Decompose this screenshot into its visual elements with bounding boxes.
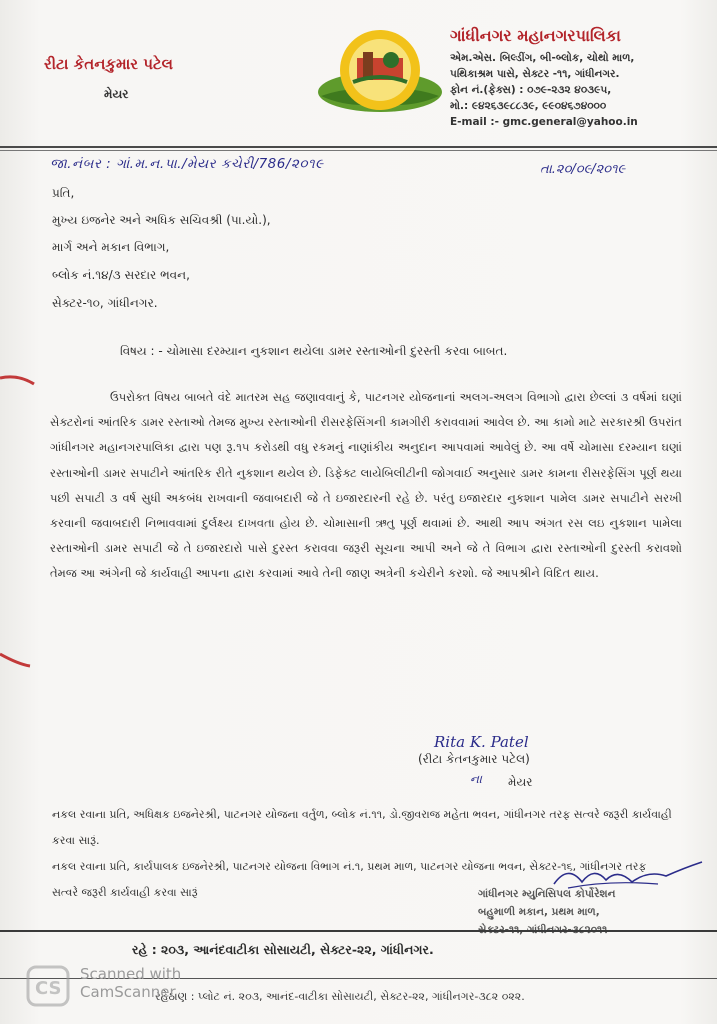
body-paragraph: ઉપરોક્ત વિષય બાબતે વંદે માતરમ સહ જણાવવાનું કે, પાટનગર યોજનાનાં અલગ-અલગ વિભાગો દ્વારા છેલ્લાં ૩ વર્ષમાં ઘણાં સેક્ટરોનાં આંતરિક ડામર રસ્તાઓ તેમજ મુખ્ય રસ્તાઓની રીસરફેસિંગની કામગીરી કરાવવામાં આવેલ છે. આ કામો માટે સરકારશ્રી ઉપરાંત ગાંધીનગર મહાનગરપાલિકા દ્વારા પણ રૂ.૧૫ કરોડથી વધુ રકમનું નાણાંકીય અનુદાન આપવામાં આવેલું છે. આ વર્ષે ચોમાસા દરમ્યાન ઘણાં રસ્તાઓની ડામર સપાટીને આંતરિક રીતે નુકશાન થયેલ છે. ડિફેક્ટ લાયેબિલીટીની જોગવાઈ અનુસાર ડામર કામના રીસરફેસિંગ પૂર્ણ થયા પછી સપાટી ૩ વર્ષ સુધી અકબંધ રાખવાની જવાબદારી જે તે ઇજારદારની રહે છે. પરંતુ ઇજારદાર નુકશાન પામેલ ડામર સપાટીને સરખી કરવાની જવાબદારી નિભાવવામાં દુર્લક્ષ્ય દાખવતા હોય છે. ચોમાસાની ઋતુ પૂર્ણ થવામાં છે. આથી આપ અંગત રસ લઇ નુકશાન પામેલા રસ્તાઓની ડામર સપાટી જે તે ઇજારદારો પાસે દુરસ્ત કરાવવા જરૂરી સૂચના આપી અને જે તે વિભાગ દ્વારા રસ્તાઓની દુરસ્તી કરાવશો તેમજ આ અંગેની જે કાર્યવાહી આપના દ્વારા કરવામાં આવે તેની જાણ અત્રેની કચેરીને કરશો. જે આપશ્રીને વિદિત થાય. — [50, 390, 682, 581]
org-address-line: પથિકાશ્રમ પાસે, સેક્ટર -૧૧, ગાંધીનગર. — [450, 68, 620, 80]
binding-thread — [0, 650, 36, 668]
address-line: સેક્ટર-૧૦, ગાંધીનગર. — [52, 296, 158, 310]
stamp-line: બહુમાળી મકાન, પ્રથમ માળ, — [478, 906, 600, 918]
signatory-title: મેયર — [508, 775, 533, 789]
letter-date: તા.૨૦/૦૯/૨૦૧૯ — [540, 162, 626, 177]
org-address-line: એમ.એસ. બિલ્ડીંગ, બી-બ્લોક, ચોથો માળ, — [450, 52, 635, 64]
watermark-line: CamScanner — [80, 983, 176, 1001]
mayor-signature — [430, 728, 560, 754]
signatory-name: (રીટા કેતનકુમાર પટેલ) — [418, 752, 530, 766]
footer-address: રહેઠાણ : પ્લોટ નં. ૨૦૩, આનંદ-વાટીકા સોસાયટી, સેક્ટર-૨૨, ગાંધીનગર-૩૮૨ ૦૨૨. — [155, 990, 525, 1003]
org-phone: ફોન નં.(ફેક્સ) : ૦૭૯-૨૩૨ ૪૦૩૯૫, — [450, 84, 612, 96]
svg-text:Rita K. Patel: Rita K. Patel — [434, 733, 529, 751]
organization-block — [450, 26, 710, 130]
municipal-logo — [313, 24, 447, 120]
mayor-name: રીટા કેતનકુમાર પટેલ — [44, 55, 174, 73]
copy-to-line: નકલ રવાના પ્રતિ, કાર્યપાલક ઇજનેરશ્રી, પાટનગર યોજના વિભાગ નં.૧, પ્રથમ માળ, પાટનગર યોજના ભવન, સેક્ટર-૧૬, ગાંધીનગર તરફ સત્વરે જરૂરી કાર્યવાહી કરવા સારૂં — [52, 860, 647, 899]
reference-number: જા.નંબર : ગાં.મ.ન.પા./મેયર કચેરી/786/૨૦૧૯ — [50, 156, 324, 172]
copy-to-line: નકલ રવાના પ્રતિ, અધિક્ષક ઇજનેરશ્રી, પાટનગર યોજના વર્તુળ, બ્લોક નં.૧૧, ડો.જીવરાજ મહેતા ભવન, ગાંધીનગર તરફ સત્વરે જરૂરી કાર્યવાહી કરવા સારૂં. — [52, 808, 672, 847]
watermark-line: Scanned with — [80, 965, 182, 983]
mayor-title: મેયર — [104, 87, 129, 101]
header-divider — [0, 146, 717, 148]
residence-address: રહે : ૨૦૩, આનંદવાટીકા સોસાયટી, સેક્ટર-૨૨, ગાંધીનગર. — [132, 942, 434, 957]
address-line: બ્લોક નં.૧૪/૩ સરદાર ભવન, — [52, 268, 190, 282]
scanner-watermark — [80, 965, 181, 1001]
binding-thread — [0, 372, 36, 390]
letter-body — [50, 385, 682, 587]
letter-subject: વિષય : - ચોમાસા દરમ્યાન નુકશાન થયેલા ડામર રસ્તાઓની દુરસ્તી કરવા બાબત. — [120, 344, 508, 358]
address-line: મુખ્ય ઇજનેર અને અધિક સચિવશ્રી (પા.યો.), — [52, 213, 271, 227]
address-line: માર્ગ અને મકાન વિભાગ, — [52, 240, 170, 254]
stamp-line: ગાંધીનગર મ્યુનિસિપલ કોર્પોરેશન — [478, 888, 616, 900]
stamp-line: સેક્ટર-૧૧, ગાંધીનગર-૩૮૨૦૧૧ — [478, 924, 608, 936]
footer-divider — [0, 930, 717, 932]
org-email: E-mail :- gmc.general@yahoo.in — [450, 116, 638, 128]
address-line: પ્રતિ, — [52, 186, 75, 200]
svg-text:CS: CS — [35, 978, 62, 999]
signature-initials: ના — [470, 772, 482, 786]
organization-name: ગાંધીનગર મહાનગરપાલિકા — [450, 26, 621, 45]
org-mobile: મો.: ૯૪૨૬૩૯૮૮૩૯, ૯૯૦૪૬૭૪૦૦૦ — [450, 100, 607, 112]
header-divider-thin — [0, 150, 717, 151]
